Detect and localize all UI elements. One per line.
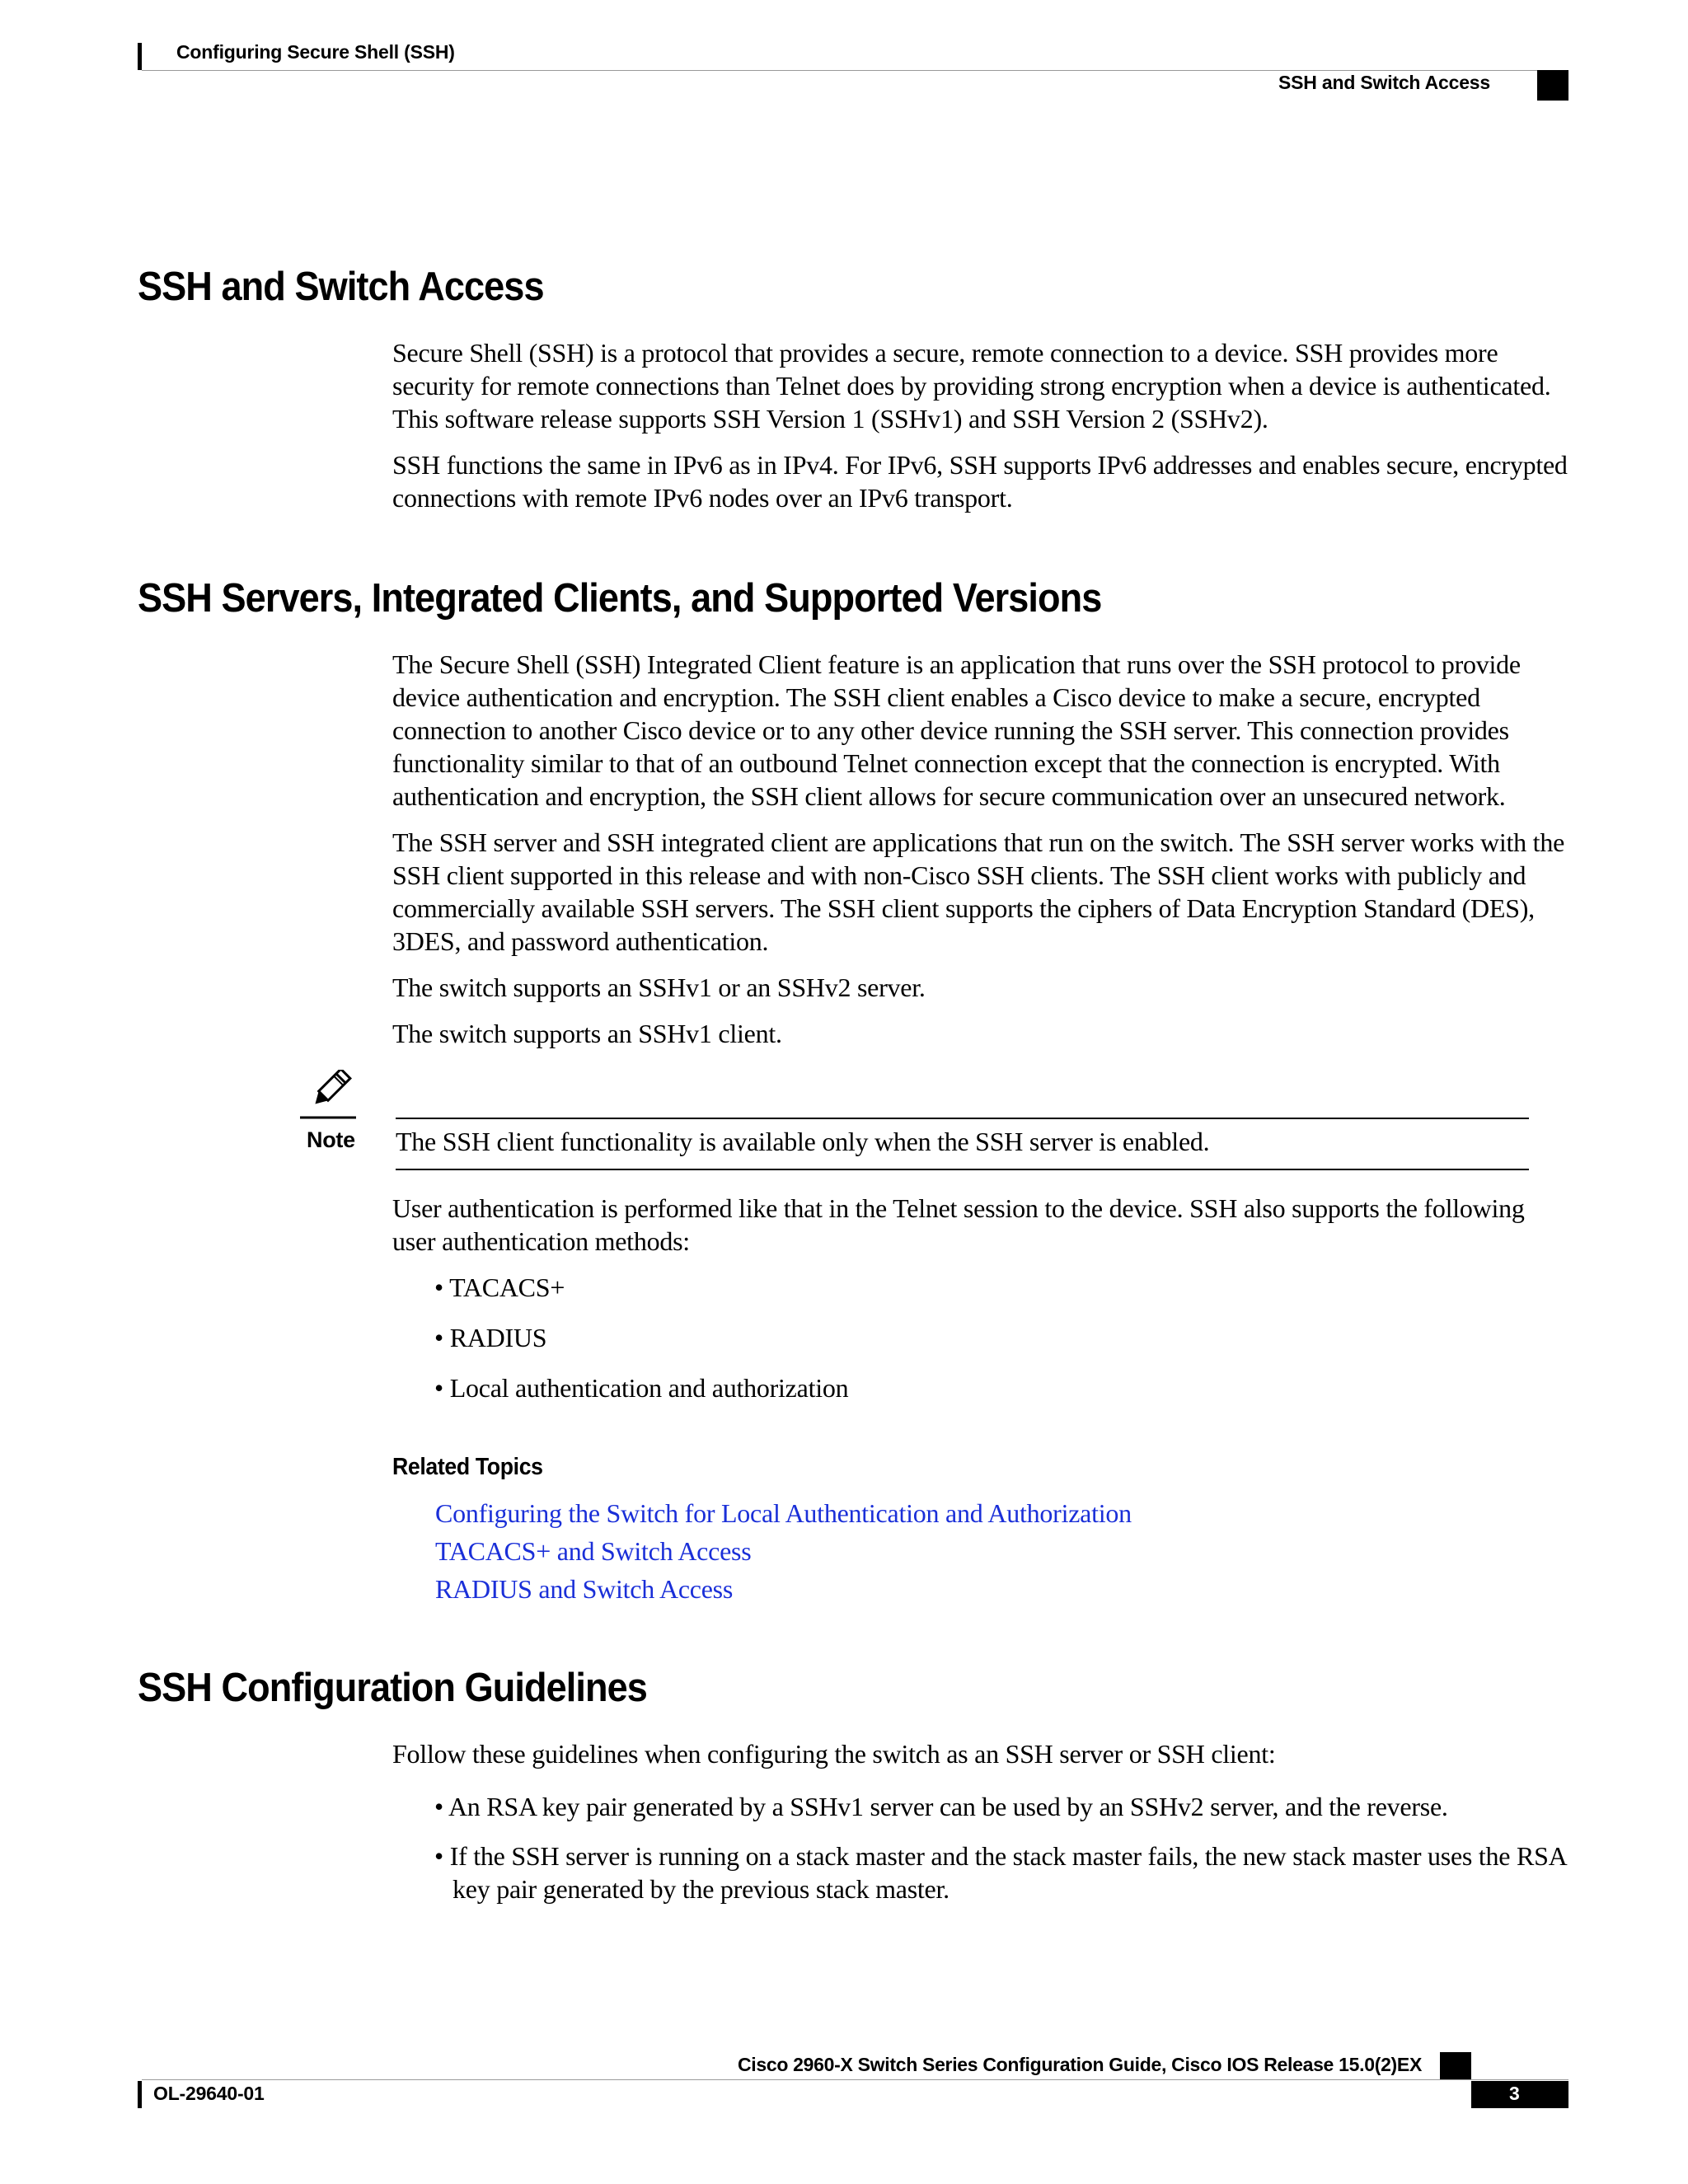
auth-method-item: • Local authentication and authorization [434,1371,1591,1404]
footer-guide-title: Cisco 2960-X Switch Series Configuration Guide, Cisco IOS Release 15.0(2)EX [737,2054,1422,2075]
footer-doc-id: OL-29640-01 [153,2083,265,2104]
header-tab-block [1537,70,1568,101]
pencil-icon [300,1070,356,1119]
footer-bar [138,2081,142,2108]
access-paragraph-2: SSH functions the same in IPv6 as in IPv4. For IPv6, SSH supports IPv6 addresses and enables secure, encrypted connections with remote IPv6 nodes over an IPv6 transport. [392,450,1568,513]
related-link-radius[interactable]: RADIUS and Switch Access [435,1574,734,1604]
related-topics-heading: Related Topics [392,1454,543,1480]
access-paragraph-1: Secure Shell (SSH) is a protocol that provides a secure, remote connection to a device. SSH provides more security for remote connections than Telnet does by providing strong encryption when a device is authenticated. This software release supports SSH Version 1 (SSHv1) and SSH Version 2 (SSHv2). [392,338,1551,434]
servers-paragraph-1: The Secure Shell (SSH) Integrated Client feature is an application that runs over the SSH protocol to provide device authentication and encryption. The SSH client enables a Cisco device to make a secure, encrypted connection to another Cisco device or to any other device running the SSH server. This connection provides functionality similar to that of an outbound Telnet connection except that the connection is encrypted. With authentication and encryption, the SSH client allows for secure communication over an unsecured network. [392,649,1521,811]
page-number: 3 [1509,2083,1520,2104]
note-rule-bottom [396,1169,1529,1170]
guidelines-paragraph-1: Follow these guidelines when configuring the switch as an SSH server or SSH client: [392,1739,1276,1769]
footer-tab-block [1440,2052,1471,2079]
auth-method-item: • RADIUS [434,1321,1591,1354]
note-rule-top [396,1118,1529,1119]
section-title-access: SSH and Switch Access [138,265,544,309]
servers-paragraph-5: User authentication is performed like that in the Telnet session to the device. SSH also supports the following user authentication methods: [392,1193,1525,1256]
guideline-item: • If the SSH server is running on a stack master and the stack master fails, the new stack master uses the RSA key pair generated by the previous stack master. [434,1840,1591,1905]
note-text: The SSH client functionality is available only when the SSH server is enabled. [396,1127,1210,1156]
related-link-tacacs[interactable]: TACACS+ and Switch Access [435,1536,752,1566]
header-bar [138,43,142,70]
section-title-guidelines: SSH Configuration Guidelines [138,1666,647,1710]
section-title-servers: SSH Servers, Integrated Clients, and Supported Versions [138,576,1102,621]
related-link-local-auth[interactable]: Configuring the Switch for Local Authentication and Authorization [435,1498,1132,1528]
footer-page-box [1471,2081,1568,2108]
header-section-title: SSH and Switch Access [1278,72,1490,93]
servers-paragraph-2: The SSH server and SSH integrated client are applications that run on the switch. The SSH server works with the SSH client supported in this release and with non-Cisco SSH clients. The SSH client works with publicly and commercially available SSH servers. The SSH client supports the ciphers of Data Encryption Standard (DES), 3DES, and password authentication. [392,827,1565,956]
footer-rule [142,2079,1568,2080]
header-chapter-title: Configuring Secure Shell (SSH) [176,41,455,63]
auth-method-item: • TACACS+ [434,1271,1591,1304]
guideline-item: • An RSA key pair generated by a SSHv1 server can be used by an SSHv2 server, and the reverse. [434,1790,1591,1823]
servers-paragraph-4: The switch supports an SSHv1 client. [392,1019,782,1048]
header-rule [142,70,1568,71]
servers-paragraph-3: The switch supports an SSHv1 or an SSHv2 server. [392,972,926,1002]
note-label: Note [307,1127,355,1152]
